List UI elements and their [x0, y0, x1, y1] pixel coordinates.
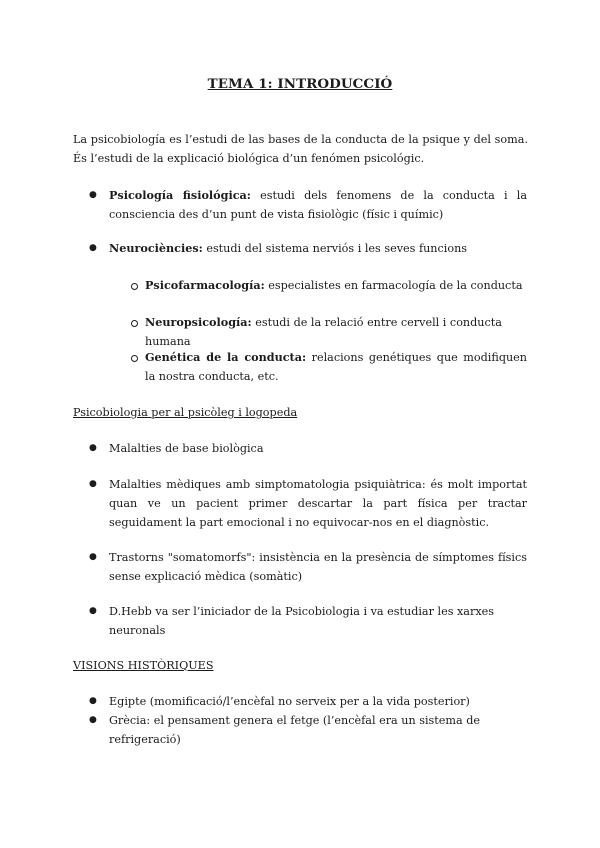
term-label: Neurociències:: [109, 241, 203, 255]
list-item-text: D.Hebb va ser l’iniciador de la Psicobiologia i va estudiar les xarxes neuronals: [109, 605, 495, 637]
list-item-text: Malalties mèdiques amb simptomatologia psiquiàtrica: és molt importat quan ve un pacient primer descartar la part física per tractar seguidament la part emocional i no equivocar-nos en el diagnòstic.: [109, 478, 527, 529]
circle-bullet-icon: [131, 283, 138, 290]
term-description: estudi del sistema nerviós i les seves funcions: [202, 242, 468, 255]
term-description: relacions genétiques que modifiquen la nostra conducta, etc.: [145, 351, 528, 383]
list-item-text: Egipte (momificació/l’encèfal no serveix per a la vida posterior): [109, 695, 470, 708]
term-description: estudi dels fenomens de la conducta i la consciencia des d’un punt de vista fisiològic (físic i químic): [109, 189, 527, 221]
term-description: especialistes en farmacología de la conducta: [264, 279, 523, 292]
section-heading: VISIONS HISTÒRIQUES: [73, 659, 214, 672]
bullet-icon: ●: [89, 552, 97, 562]
list-item-text: Grècia: el pensament genera el fetge (l’encèfal era un sistema de refrigeració): [109, 714, 481, 746]
bullet-icon: ●: [89, 715, 97, 725]
intro-paragraph: La psicobiología es l’estudi de las bases de la conducta de la psique y del soma. És l’estudi de la explicació biológica d’un fenómen psicológic.: [73, 133, 528, 165]
term-description: estudi de la relació entre cervell i conducta humana: [145, 316, 502, 348]
bullet-icon: ●: [89, 696, 97, 706]
list-item-text: Malalties de base biològica: [109, 442, 264, 455]
bullet-icon: ●: [89, 479, 97, 489]
circle-bullet-icon: [131, 355, 138, 362]
bullet-icon: ●: [89, 606, 97, 616]
list-item-text: Trastorns "somatomorfs": insistència en la presència de símptomes físics sense explicació mèdica (somàtic): [109, 551, 527, 583]
page-title: TEMA 1: INTRODUCCIÓ: [207, 76, 393, 92]
term-label: Genética de la conducta:: [145, 350, 307, 364]
term-label: Psicofarmacología:: [145, 278, 265, 292]
term-label: Neuropsicología:: [145, 315, 252, 329]
section-heading: Psicobiologia per al psicòleg i logopeda: [73, 406, 298, 419]
term-label: Psicología fisiológica:: [109, 188, 251, 202]
circle-bullet-icon: [131, 320, 138, 327]
bullet-icon: ●: [89, 190, 97, 200]
bullet-icon: ●: [89, 243, 97, 253]
bullet-icon: ●: [89, 443, 97, 453]
